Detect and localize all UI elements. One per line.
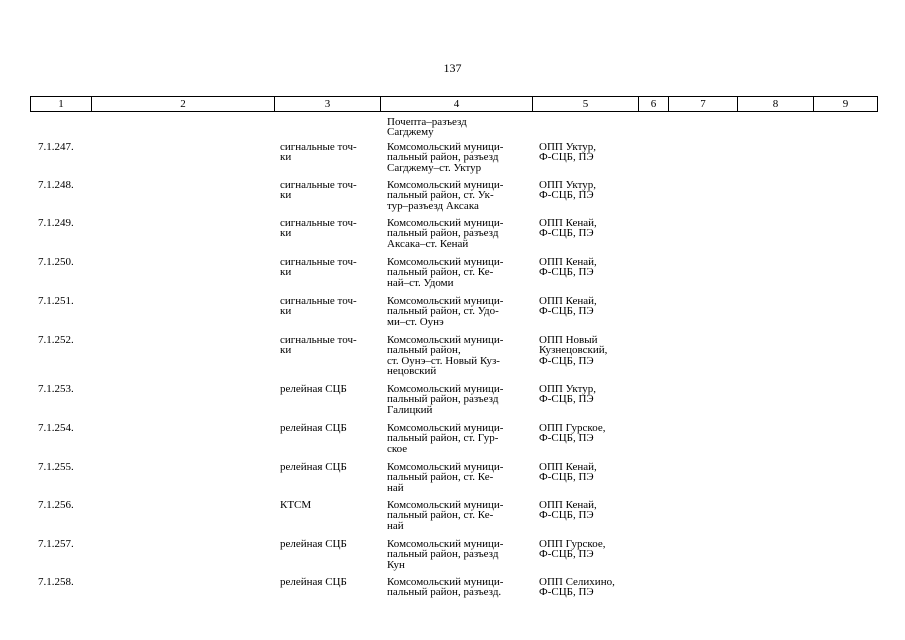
row-location: Комсомольский муници- пальный район, разъезд Галицкий — [387, 383, 504, 416]
row-location: Комсомольский муници- пальный район, ст. Ке- най–ст. Удоми — [387, 256, 504, 289]
row-location: Комсомольский муници- пальный район, разъезд. — [387, 576, 504, 599]
column-header: 5 — [533, 97, 639, 112]
column-header: 4 — [381, 97, 533, 112]
page-number: 137 — [443, 61, 462, 75]
row-object-type: релейная СЦБ — [280, 576, 347, 588]
row-object-type: КТСМ — [280, 499, 312, 511]
row-organization: ОПП Кенай, Ф-СЦБ, ПЭ — [539, 499, 597, 522]
row-location: Комсомольский муници- пальный район, ст. Удо- ми–ст. Оунэ — [387, 295, 504, 328]
row-code: 7.1.258. — [38, 576, 74, 588]
row-location: Комсомольский муници- пальный район, ст. Ук- тур–разъезд Аксака — [387, 179, 504, 212]
row-object-type: сигнальные точ- ки — [280, 256, 357, 279]
row-code: 7.1.254. — [38, 422, 74, 434]
row-organization: ОПП Кенай, Ф-СЦБ, ПЭ — [539, 461, 597, 484]
row-location: Комсомольский муници- пальный район, разъезд Кун — [387, 538, 504, 571]
column-header: 3 — [275, 97, 381, 112]
row-object-type: сигнальные точ- ки — [280, 141, 357, 164]
row-code: 7.1.250. — [38, 256, 74, 268]
column-header: 9 — [814, 97, 878, 112]
row-object-type: сигнальные точ- ки — [280, 217, 357, 240]
row-location: Комсомольский муници- пальный район, разъезд Аксака–ст. Кенай — [387, 217, 504, 250]
row-organization: ОПП Кенай, Ф-СЦБ, ПЭ — [539, 256, 597, 279]
row-location: Комсомольский муници- пальный район, разъезд Сагджему–ст. Уктур — [387, 141, 504, 174]
row-code: 7.1.251. — [38, 295, 74, 307]
row-code: 7.1.257. — [38, 538, 74, 550]
row-organization: ОПП Уктур, Ф-СЦБ, ПЭ — [539, 179, 597, 202]
column-header: 1 — [31, 97, 92, 112]
row-organization: ОПП Уктур, Ф-СЦБ, ПЭ — [539, 141, 597, 164]
row-location: Комсомольский муници- пальный район, ст. Оунэ–ст. Новый Куз- нецовский — [387, 334, 504, 378]
row-object-type: релейная СЦБ — [280, 538, 347, 550]
row-object-type: сигнальные точ- ки — [280, 179, 357, 202]
row-code: 7.1.249. — [38, 217, 74, 229]
row-organization: ОПП Новый Кузнецовский, Ф-СЦБ, ПЭ — [539, 334, 608, 367]
column-header: 2 — [92, 97, 275, 112]
row-code: 7.1.256. — [38, 499, 74, 511]
row-object-type: релейная СЦБ — [280, 461, 347, 473]
row-organization: ОПП Кенай, Ф-СЦБ, ПЭ — [539, 295, 597, 318]
row-code: 7.1.253. — [38, 383, 74, 395]
row-organization: ОПП Уктур, Ф-СЦБ, ПЭ — [539, 383, 597, 406]
row-object-type: сигнальные точ- ки — [280, 334, 357, 357]
column-header: 8 — [738, 97, 814, 112]
column-header: 6 — [639, 97, 669, 112]
row-location: Комсомольский муници- пальный район, ст. Гур- ское — [387, 422, 504, 455]
column-header-table — [30, 96, 878, 112]
column-header: 7 — [669, 97, 738, 112]
row-location: Комсомольский муници- пальный район, ст. Ке- най — [387, 499, 504, 532]
row-code: 7.1.255. — [38, 461, 74, 473]
continuation-text: Почепта–разъезд Сагджему — [387, 116, 467, 139]
row-organization: ОПП Гурское, Ф-СЦБ, ПЭ — [539, 422, 606, 445]
row-code: 7.1.248. — [38, 179, 74, 191]
row-location: Комсомольский муници- пальный район, ст. Ке- най — [387, 461, 504, 494]
row-object-type: релейная СЦБ — [280, 422, 347, 434]
row-code: 7.1.252. — [38, 334, 74, 346]
row-organization: ОПП Гурское, Ф-СЦБ, ПЭ — [539, 538, 606, 561]
row-organization: ОПП Кенай, Ф-СЦБ, ПЭ — [539, 217, 597, 240]
row-code: 7.1.247. — [38, 141, 74, 153]
row-organization: ОПП Селихино, Ф-СЦБ, ПЭ — [539, 576, 615, 599]
row-object-type: релейная СЦБ — [280, 383, 347, 395]
row-object-type: сигнальные точ- ки — [280, 295, 357, 318]
